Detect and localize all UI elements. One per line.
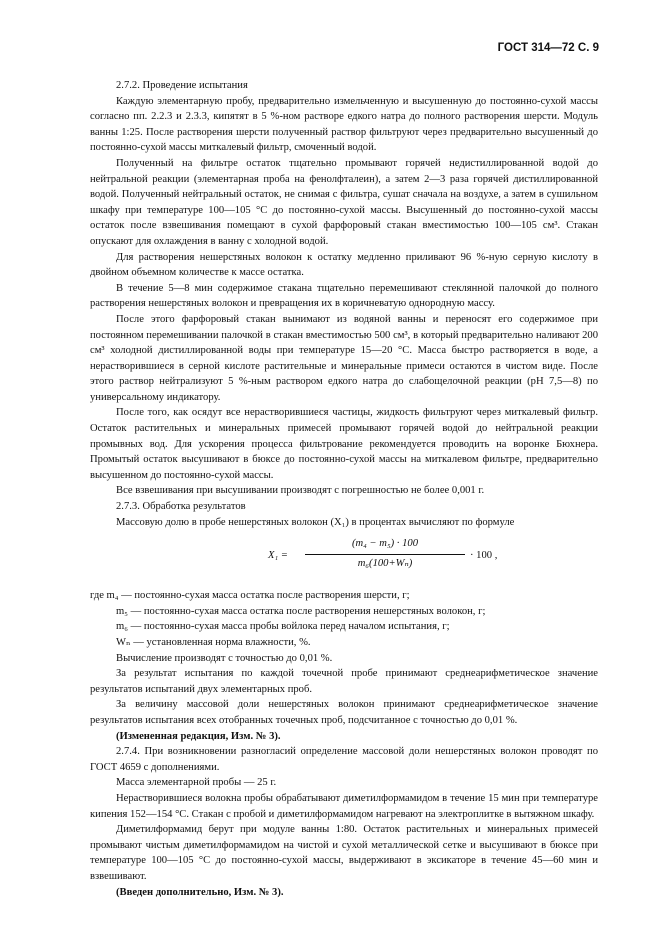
formula-tail: · 100 ,: [470, 550, 498, 562]
paragraph: За результат испытания по каждой точечной пробе принимают среднеарифметическое значение результатов испытаний двух элементарных проб.: [90, 668, 598, 695]
paragraph: После того, как осядут все нерастворившиеся частицы, жидкость фильтруют через миткалевый фильтр. Остаток растительных и минеральных примесей промывают горячей водой до нейтральной реакции промывных вод. Для ускорения процесса фильтрование рекомендуется проводить на воронке Бюхнера. Промытый остаток высушивают в бюксе до постоянно-сухой массы на миткалевом фильтре, предварительно высушенном до постоянно-сухой массы.: [90, 407, 598, 481]
legend-item: m₆ — постоянно-сухая масса пробы войлока перед началом испытания, г;: [116, 621, 450, 633]
formula-denominator: m₆(100+Wₙ): [357, 558, 413, 570]
fraction-bar: [305, 554, 465, 555]
document-body: [90, 38, 598, 900]
paragraph: Нерастворившиеся волокна пробы обрабатывают диметилформамидом в течение 15 мин при температуре кипения 152—154 °С. Стакан с пробой и диметилформамидом нагревают на электроплитке в вытяжном шкафу.: [90, 792, 598, 820]
revision-note: (Введен дополнительно, Изм. № 3).: [116, 886, 284, 898]
paragraph: Масса элементарной пробы — 25 г.: [116, 777, 277, 789]
paragraph: Диметилформамид берут при модуле ванны 1:80. Остаток растительных и минеральных примесей промывают чистым диметилформамидом на чистой и сухой металлической сетке и высушивают в бюксе при температуре 100—105 °С до постоянно-сухой массы, выдерживают в эксикаторе в течение 45—60 мин и взвешивают.: [90, 824, 598, 882]
formula-lhs: X₁ =: [268, 550, 288, 562]
formula-legend: [90, 588, 598, 650]
paragraph: После этого фарфоровый стакан вынимают из водяной ванны и переносят его содержимое при постоянном перемешивании палочкой в стакан вместимостью 500 см³, в который предварительно наливают 200 см³ холодной дистиллированной воды при температуре 15—20 °С. Масса быстро растворяется в воде, а нерастворившиеся в серной кислоте растительные и минеральные примеси остаются в чистом виде. После этого раствор нейтрализуют 5 %-ным раствором едкого натра до слабощелочной реакции (рН 7,5—8) по универсальному индикатору.: [90, 313, 598, 403]
paragraph: В течение 5—8 мин содержимое стакана тщательно перемешивают стеклянной палочкой до полного растворения нешерстяных волокон и превращения их в коричневатую однородную массу.: [90, 282, 598, 310]
paragraph: За величину массовой доли нешерстяных волокон принимают среднеарифметическое значение результатов испытания всех отобранных точечных проб, подсчитанное с точностью до 0,01 %.: [90, 699, 598, 726]
legend-item: Wₙ — установленная норма влажности, %.: [116, 637, 311, 648]
section-title-2-7-3: 2.7.3. Обработка результатов: [116, 501, 246, 513]
legend-item: m₅ — постоянно-сухая масса остатка после растворения нешерстяных волокон, г;: [116, 605, 486, 617]
paragraph: Для растворения нешерстяных волокон к остатку медленно приливают 96 %-ную серную кислоту в двойном объемном количестве к массе остатка.: [90, 251, 598, 279]
paragraph: Полученный на фильтре остаток тщательно промывают горячей недистиллированной водой до нейтральной реакции (элементарная проба на фенолфталеин), а затем 2—3 раза горячей дистиллированной водой. Полученный нейтральный остаток, не снимая с фильтра, сушат сначала на воздухе, а затем в сушильном шкафу при температуре 100—105 °С до постоянно-сухой массы. Высушенный до постоянно-сухой массы остаток после взвешивания помещают в сухой фарфоровый стакан вместимостью 100—105 см³. Стакан опускают для охлаждения в ванну с холодной водой.: [90, 157, 598, 247]
paragraph: Массовую долю в пробе нешерстяных волокон (X₁) в процентах вычисляют по формуле: [116, 516, 515, 528]
page-header: ГОСТ 314—72 С. 9: [497, 42, 599, 54]
section-title-2-7-2: 2.7.2. Проведение испытания: [116, 80, 248, 91]
formula-numerator: (m₄ − m₅) · 100: [351, 538, 418, 550]
revision-note: (Измененная редакция, Изм. № 3).: [116, 730, 281, 742]
paragraph: Каждую элементарную пробу, предварительно измельченную и высушенную до постоянно-сухой массы согласно пп. 2.2.3 и 2.3.3, кипятят в 5 %-ном растворе едкого натра до полного растворения шерсти. Модуль ванны 1:25. После растворения шерсти полученный раствор фильтруют через предварительно высушенный до постоянно-сухой массы миткалевый фильтр, смоченный водой.: [90, 95, 598, 154]
legend-item: где m₄ — постоянно-сухая масса остатка после растворения шерсти, г;: [90, 590, 410, 602]
paragraph: Все взвешивания при высушивании производят с погрешностью не более 0,001 г.: [116, 485, 485, 497]
formula: [90, 536, 598, 578]
paragraph: 2.7.4. При возникновении разногласий определение массовой доли нешерстяных волокон проводят по ГОСТ 4659 с дополнениями.: [90, 746, 598, 773]
paragraph: Вычисление производят с точностью до 0,01 %.: [116, 652, 333, 664]
